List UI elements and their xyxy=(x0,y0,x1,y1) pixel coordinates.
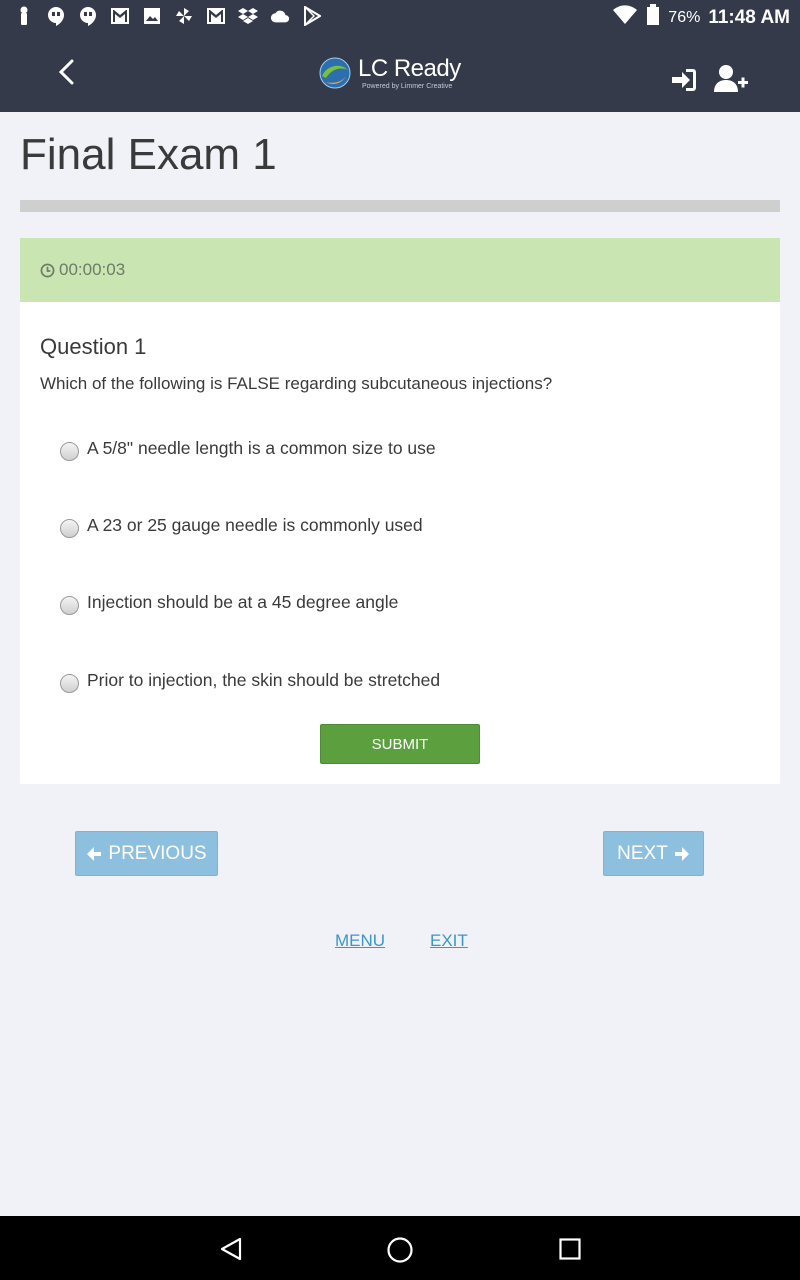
app-header xyxy=(0,32,800,112)
radio-button[interactable] xyxy=(60,596,79,615)
answer-label: A 5/8" needle length is a common size to use xyxy=(87,438,436,458)
hangouts-icon xyxy=(46,6,66,26)
system-home-button[interactable] xyxy=(386,1236,414,1264)
timer-bar xyxy=(20,238,780,302)
triangle-back-icon xyxy=(218,1236,244,1262)
play-store-icon xyxy=(302,6,322,26)
answer-option-4[interactable] xyxy=(60,668,440,693)
login-button[interactable] xyxy=(670,66,698,94)
system-recents-button[interactable] xyxy=(559,1238,581,1260)
cloud-icon xyxy=(270,6,290,26)
hangouts-icon xyxy=(78,6,98,26)
system-back-button[interactable] xyxy=(218,1236,244,1262)
logo-title: LC Ready xyxy=(358,54,461,82)
menu-link[interactable]: MENU xyxy=(335,931,386,950)
battery-percent: 76% xyxy=(668,8,701,26)
square-recents-icon xyxy=(559,1238,581,1260)
page-title: Final Exam 1 xyxy=(20,130,277,179)
answer-label: A 23 or 25 gauge needle is commonly used xyxy=(87,515,423,535)
photo-icon xyxy=(142,6,162,26)
answer-label: Prior to injection, the skin should be stretched xyxy=(87,670,441,690)
radio-button[interactable] xyxy=(60,442,79,461)
next-button[interactable] xyxy=(603,831,704,876)
previous-button[interactable] xyxy=(75,831,218,876)
dropbox-icon xyxy=(238,6,258,26)
radio-button[interactable] xyxy=(60,674,79,693)
notification-icons xyxy=(14,6,322,26)
system-navigation-bar xyxy=(0,1216,800,1280)
gmail-icon xyxy=(110,6,130,26)
timer-value: 00:00:03 xyxy=(59,260,126,279)
next-label: NEXT xyxy=(617,842,668,864)
circle-home-icon xyxy=(386,1236,414,1264)
user-plus-icon xyxy=(714,64,748,94)
gmail-icon xyxy=(206,6,226,26)
arrow-right-icon xyxy=(674,846,690,862)
radio-button[interactable] xyxy=(60,519,79,538)
answer-option-1[interactable] xyxy=(60,436,436,461)
question-text: Which of the following is FALSE regarding subcutaneous injections? xyxy=(40,374,553,393)
battery-icon xyxy=(646,4,660,31)
clock-time: 11:48 AM xyxy=(708,6,790,28)
back-button[interactable] xyxy=(52,56,82,88)
status-bar xyxy=(0,0,800,32)
add-user-button[interactable] xyxy=(714,64,748,94)
exit-link[interactable]: EXIT xyxy=(430,931,468,950)
app-logo xyxy=(318,56,461,90)
arrow-left-icon xyxy=(86,846,102,862)
answer-label: Injection should be at a 45 degree angle xyxy=(87,592,399,612)
chevron-left-icon xyxy=(52,56,82,88)
logo-subtitle: Powered by Limmer Creative xyxy=(362,82,453,90)
answer-option-2[interactable] xyxy=(60,513,423,538)
submit-button[interactable]: SUBMIT xyxy=(320,724,480,764)
answer-option-3[interactable] xyxy=(60,590,398,615)
pinwheel-icon xyxy=(174,6,194,26)
key-icon xyxy=(14,6,34,26)
sign-in-icon xyxy=(670,66,698,94)
question-heading: Question 1 xyxy=(40,334,147,359)
globe-logo-icon xyxy=(318,56,352,90)
exam-progress-bar xyxy=(20,200,780,212)
question-card xyxy=(20,302,780,784)
wifi-icon xyxy=(612,5,638,30)
clock-icon xyxy=(40,263,55,278)
previous-label: PREVIOUS xyxy=(108,842,207,864)
